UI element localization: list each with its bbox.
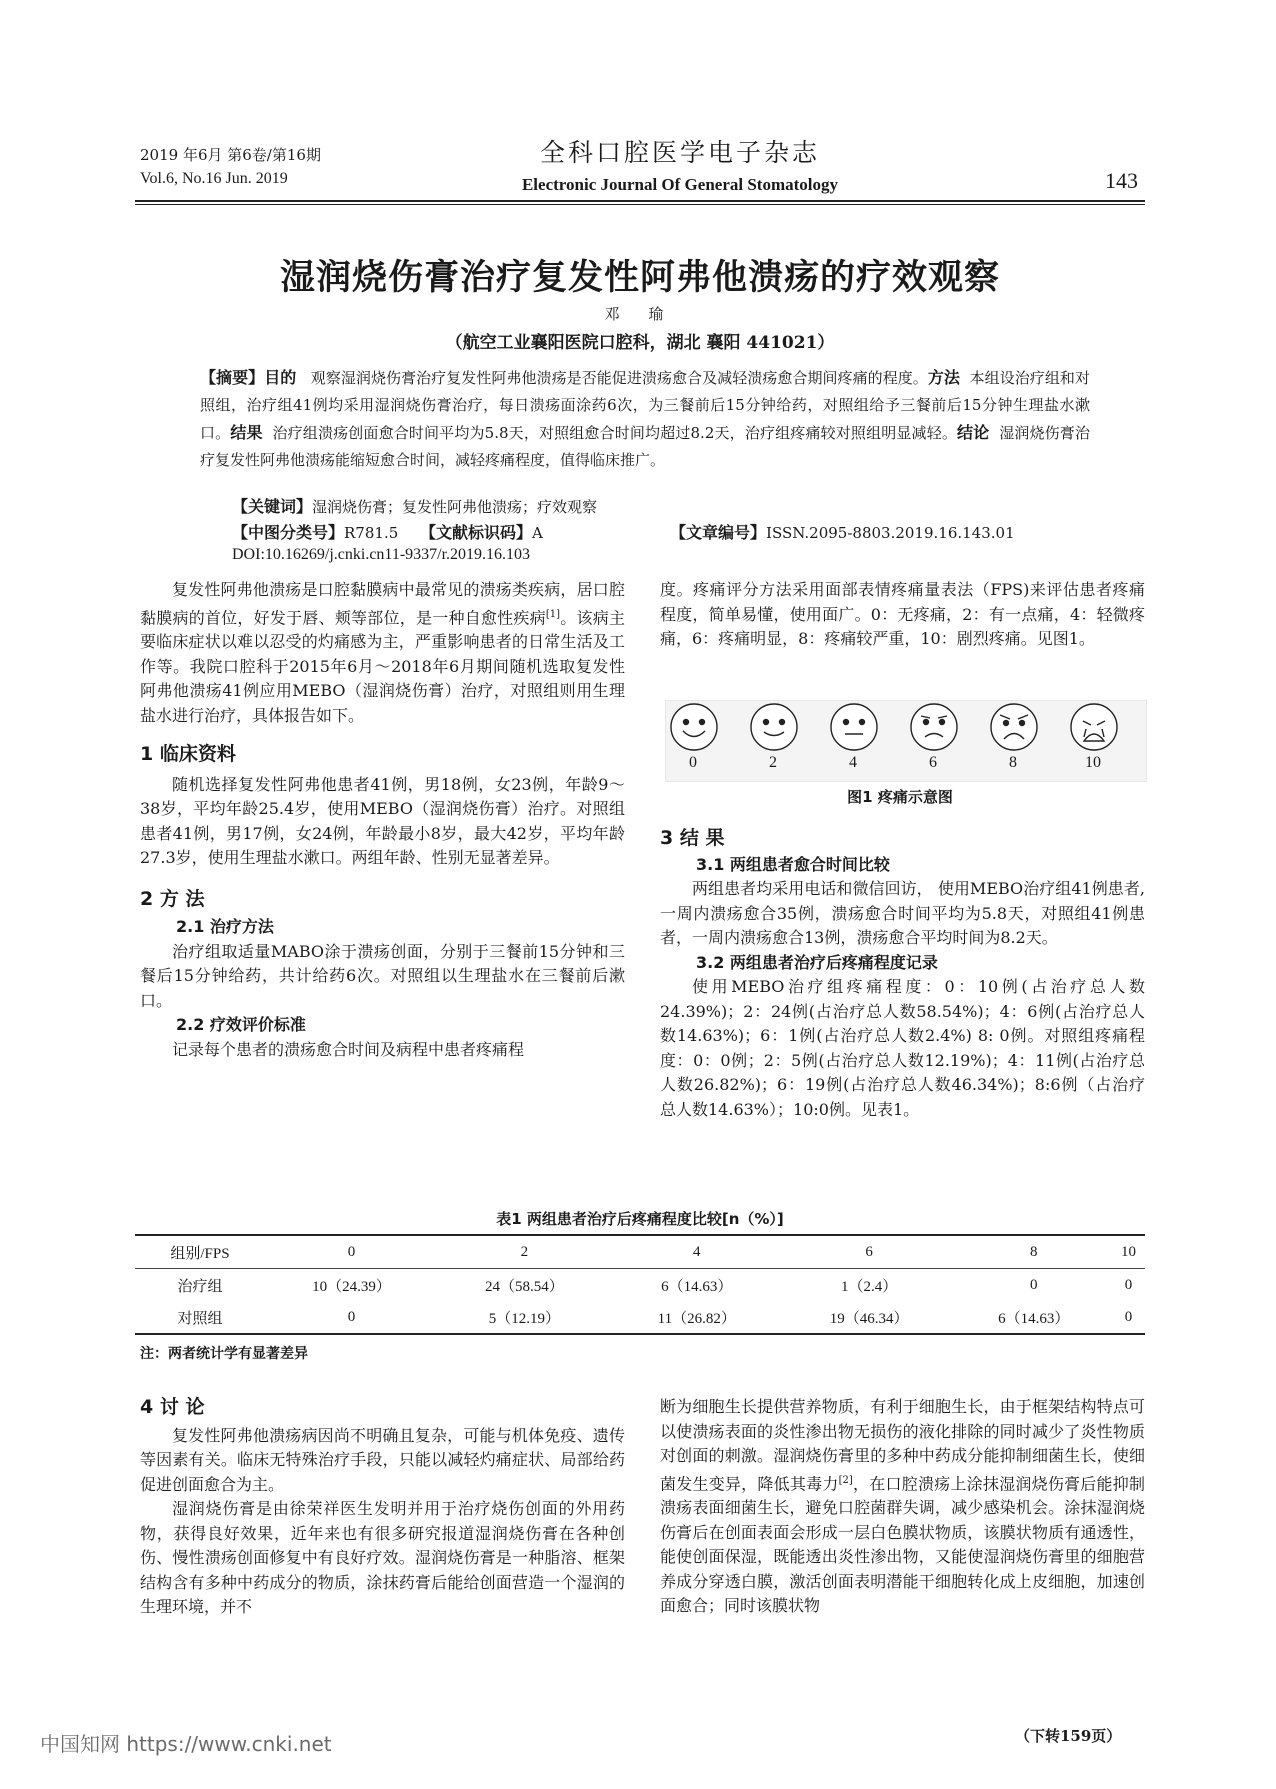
table-header-cell: 组别/FPS — [135, 1235, 265, 1269]
clc-label: 【中图分类号】 — [232, 523, 345, 542]
header-rule-thin — [135, 204, 1145, 205]
abstract — [200, 364, 1090, 474]
table-caption: 表1 两组患者治疗后疼痛程度比较[n（%）] — [496, 1210, 784, 1228]
abstract-label: 【摘要】目的 — [200, 368, 297, 387]
table-header-cell: 6 — [783, 1235, 956, 1269]
table-cell: 6（14.63） — [661, 1278, 733, 1295]
intro-text-2: 。该病主要临床症状以难以忍受的灼痛感为主，严重影响患者的日常生活及工作等。我院口腔科于2015年6月～2018年6月期间随机选取复发性阿弗他溃疡41例应用MEBO（湿润烧伤膏）治疗，对照组则用生理盐水进行治疗，具体报告如下。 — [140, 607, 625, 725]
article-title: 湿润烧伤膏治疗复发性阿弗他溃疡的疗效观察 — [279, 257, 1000, 298]
face-4-icon — [831, 704, 877, 750]
citation-2: [2] — [838, 1474, 853, 1486]
clc-value: R781.5 — [344, 524, 399, 542]
pain-scale-figure — [665, 700, 1147, 782]
result-label: 结果 — [230, 423, 263, 442]
table-header-row — [135, 1235, 1145, 1269]
section-2-2-title: 2.2 疗效评价标准 — [176, 1015, 306, 1035]
pain-faces-svg — [666, 701, 1146, 753]
pain-label-0: 0 — [689, 754, 697, 771]
method-label: 方法 — [927, 368, 960, 387]
article-number — [670, 520, 1015, 543]
pain-label-2: 2 — [769, 754, 777, 771]
section-3-title: 3 结 果 — [660, 827, 725, 849]
table-cell: 0 — [1124, 1276, 1133, 1293]
abstract-conclusion: 湿润烧伤膏治疗复发性阿弗他溃疡能缩短愈合时间，减轻疼痛程度，值得临床推广。 — [200, 424, 1090, 469]
table-cell: 10（24.39） — [312, 1278, 391, 1295]
conclusion-label: 结论 — [957, 423, 990, 442]
pain-label-10: 10 — [1085, 754, 1101, 771]
affiliation: （航空工业襄阳医院口腔科，湖北 襄阳 441021） — [445, 333, 835, 353]
table-header-cell: 8 — [956, 1235, 1112, 1269]
doi: DOI:10.16269/j.cnki.cn11-9337/r.2019.16.103 — [232, 546, 531, 563]
table-note: 注：两者统计学有显著差异 — [140, 1346, 308, 1362]
table-cell: 0 — [265, 1301, 438, 1334]
section-3-1-text: 两组患者均采用电话和微信回访， 使用MEBO治疗组41例患者,一周内溃疡愈合35例，溃疡愈合时间平均为5.8天，对照组41例患者，一周内溃疡愈合13例，溃疡愈合平均时间为8.2天。 — [660, 879, 1145, 947]
issue-cn: 2019 年6月 第6卷/第16期 — [140, 146, 321, 164]
left-column-top — [140, 578, 625, 1062]
table-row — [135, 1269, 1145, 1302]
discussion-right — [660, 1395, 1145, 1619]
abstract-result: 治疗组溃疡创面愈合时间平均为5.8天，对照组愈合时间均超过8.2天，治疗组疼痛较对照组明显减轻。 — [272, 424, 958, 442]
table-cell: 6（14.63） — [956, 1301, 1112, 1334]
intro-text-1: 复发性阿弗他溃疡是口腔黏膜病中最常见的溃疡类疾病，居口腔黏膜病的首位，好发于唇、颊等部位，是一种自愈性疾病 — [140, 580, 625, 627]
section-4-title: 4 讨 论 — [140, 1396, 205, 1418]
fps-description: 度。疼痛评分方法采用面部表情疼痛量表法（FPS)来评估患者疼痛程度，简单易懂，使用面广。0：无疼痛，2：有一点痛，4：轻微疼痛，6：疼痛明显，8：疼痛较严重，10：剧烈疼痛。见图1。 — [660, 580, 1145, 648]
results-section — [660, 826, 1145, 1122]
section-2-1-text: 治疗组取适量MABO涂于溃疡创面，分别于三餐前15分钟和三餐后15分钟给药，共计给药6次。对照组以生理盐水在三餐前后漱口。 — [140, 941, 625, 1010]
table-row — [135, 1301, 1145, 1334]
face-10-icon — [1071, 704, 1117, 750]
journal-name-en: Electronic Journal Of General Stomatology — [521, 175, 839, 194]
issue-info — [140, 143, 321, 191]
table-cell: 24（58.54） — [485, 1278, 564, 1295]
abstract-method: 本组设治疗组和对照组，治疗组41例均采用湿润烧伤膏治疗，每日溃疡面涂药6次，为三餐前后15分钟给药，对照组给予三餐前后15分钟生理盐水漱口。 — [200, 369, 1090, 442]
doc-code — [420, 520, 543, 543]
clc-code — [232, 520, 398, 543]
discussion-paragraph-2: 湿润烧伤膏是由徐荣祥医生发明并用于治疗烧伤创面的外用药物，获得良好效果，近年来也有很多研究报道湿润烧伤膏在各种创伤、慢性溃疡创面修复中有良好疗效。湿润烧伤膏是一种脂溶、框架结构含有多种中药成分的物质，涂抹药膏后能给创面营造一个湿润的生理环境，并不 — [140, 1499, 625, 1616]
table-cell: 11（26.82） — [611, 1301, 783, 1334]
section-3-2-text: 使用MEBO治疗组疼痛程度：0：10例(占治疗总人数24.39%)；2：24例(占治疗总人数58.54%)；4：6例(占治疗总人数14.63%)；6：1例(占治疗总人数2.4%) 8: 0例。对照组疼痛程度：0：0例；2：5例(占治疗总人数12.19%)；4：11例(占治疗总人数26.82%)；6：19例(占治疗总人数46.34%)；8:6例（占治疗总人数14.63%）；10:0例。见表1。 — [660, 977, 1145, 1119]
table-cell: 5（12.19） — [438, 1301, 611, 1334]
table-cell: 对照组 — [135, 1301, 265, 1334]
intro-paragraph — [140, 578, 625, 728]
right-column-top — [660, 578, 1145, 652]
section-1-title: 1 临床资料 — [140, 743, 236, 766]
keywords-label: 【关键词】 — [232, 497, 313, 516]
table-cell: 0 — [1030, 1276, 1038, 1293]
discussion-paragraph-3 — [660, 1395, 1145, 1619]
face-6-icon — [911, 704, 957, 750]
table-cell: 治疗组 — [177, 1278, 223, 1295]
discussion-left — [140, 1395, 625, 1620]
section-2-1-title: 2.1 治疗方法 — [176, 917, 274, 937]
discussion-text-3b: ，在口腔溃疡上涂抹湿润烧伤膏后能抑制溃疡表面细菌生长，避免口腔菌群失调，减少感染机会。涂抹湿润烧伤膏后在创面表面会形成一层白色膜状物质，该膜状物质有通透性，能使创面保湿，既能透出炎性渗出物，又能使湿润烧伤膏里的细胞营养成分穿透白膜，激活创面表明潜能干细胞转化成上皮细胞，加速创面愈合；同时该膜状物 — [660, 1473, 1145, 1616]
continued-note: （下转159页） — [1015, 1727, 1122, 1745]
section-2-title: 2 方 法 — [140, 887, 205, 910]
keywords-text: 湿润烧伤膏；复发性阿弗他溃疡；疗效观察 — [312, 498, 598, 516]
pain-comparison-table — [135, 1234, 1145, 1335]
table-cell: 1（2.4） — [840, 1278, 898, 1295]
table-header-cell: 4 — [611, 1235, 783, 1269]
doc-label: 【文献标识码】 — [420, 523, 533, 542]
keywords — [232, 494, 597, 517]
cnki-watermark: 中国知网 https://www.cnki.net — [40, 1732, 332, 1756]
pain-label-6: 6 — [929, 754, 937, 771]
discussion-paragraph-1: 复发性阿弗他溃疡病因尚不明确且复杂，可能与机体免疫、遗传等因素有关。临床无特殊治疗手段，只能以减轻灼痛症状、局部给药促进创面愈合为主。 — [140, 1425, 625, 1494]
page-number: 143 — [1105, 168, 1138, 193]
doc-value: A — [532, 524, 543, 542]
section-2-2-text: 记录每个患者的溃疡愈合时间及病程中患者疼痛程 — [172, 1039, 525, 1059]
table-header-cell: 10 — [1112, 1235, 1145, 1269]
section-3-2-title: 3.2 两组患者治疗后疼痛程度记录 — [696, 952, 938, 972]
article-number-label: 【文章编号】 — [670, 523, 767, 542]
pain-label-8: 8 — [1009, 754, 1017, 771]
header-rule — [135, 200, 1145, 202]
article-number-value: ISSN.2095-8803.2019.16.143.01 — [766, 524, 1015, 542]
journal-name — [470, 133, 890, 195]
section-3-1-title: 3.1 两组患者愈合时间比较 — [696, 854, 890, 874]
face-8-icon — [991, 704, 1037, 750]
figure-caption: 图1 疼痛示意图 — [847, 788, 953, 806]
citation-1: [1] — [545, 608, 561, 620]
issue-en: Vol.6, No.16 Jun. 2019 — [140, 170, 288, 187]
author: 邓 瑜 — [604, 305, 676, 323]
discussion-text-3a: 断为细胞生长提供营养物质，有利于细胞生长，由于框架结构特点可以使溃疡表面的炎性渗出物无损伤的液化排除的同时减少了炎性物质对创面的刺激。湿润烧伤膏里的多种中药成分能抑制细菌生长，使细菌发生变异，降低其毒力 — [660, 1397, 1145, 1493]
journal-name-cn: 全科口腔医学电子杂志 — [539, 138, 820, 167]
table-header-cell: 0 — [265, 1235, 438, 1269]
table-cell: 0 — [1112, 1301, 1145, 1334]
table-cell: 19（46.34） — [783, 1301, 956, 1334]
pain-label-4: 4 — [849, 754, 857, 771]
face-0-icon — [671, 704, 717, 750]
table-header-cell: 2 — [438, 1235, 611, 1269]
abstract-aim: 观察湿润烧伤膏治疗复发性阿弗他溃疡是否能促进溃疡愈合及减轻溃疡愈合期间疼痛的程度。 — [310, 369, 928, 387]
section-1-text: 随机选择复发性阿弗他患者41例，男18例，女23例，年龄9～38岁，平均年龄25.4岁，使用MEBO（湿润烧伤膏）治疗。对照组患者41例，男17例，女24例，年龄最小8岁，最大42岁，平均年龄27.3岁，使用生理盐水漱口。两组年龄、性别无显著差异。 — [140, 774, 625, 868]
face-2-icon — [751, 704, 797, 750]
